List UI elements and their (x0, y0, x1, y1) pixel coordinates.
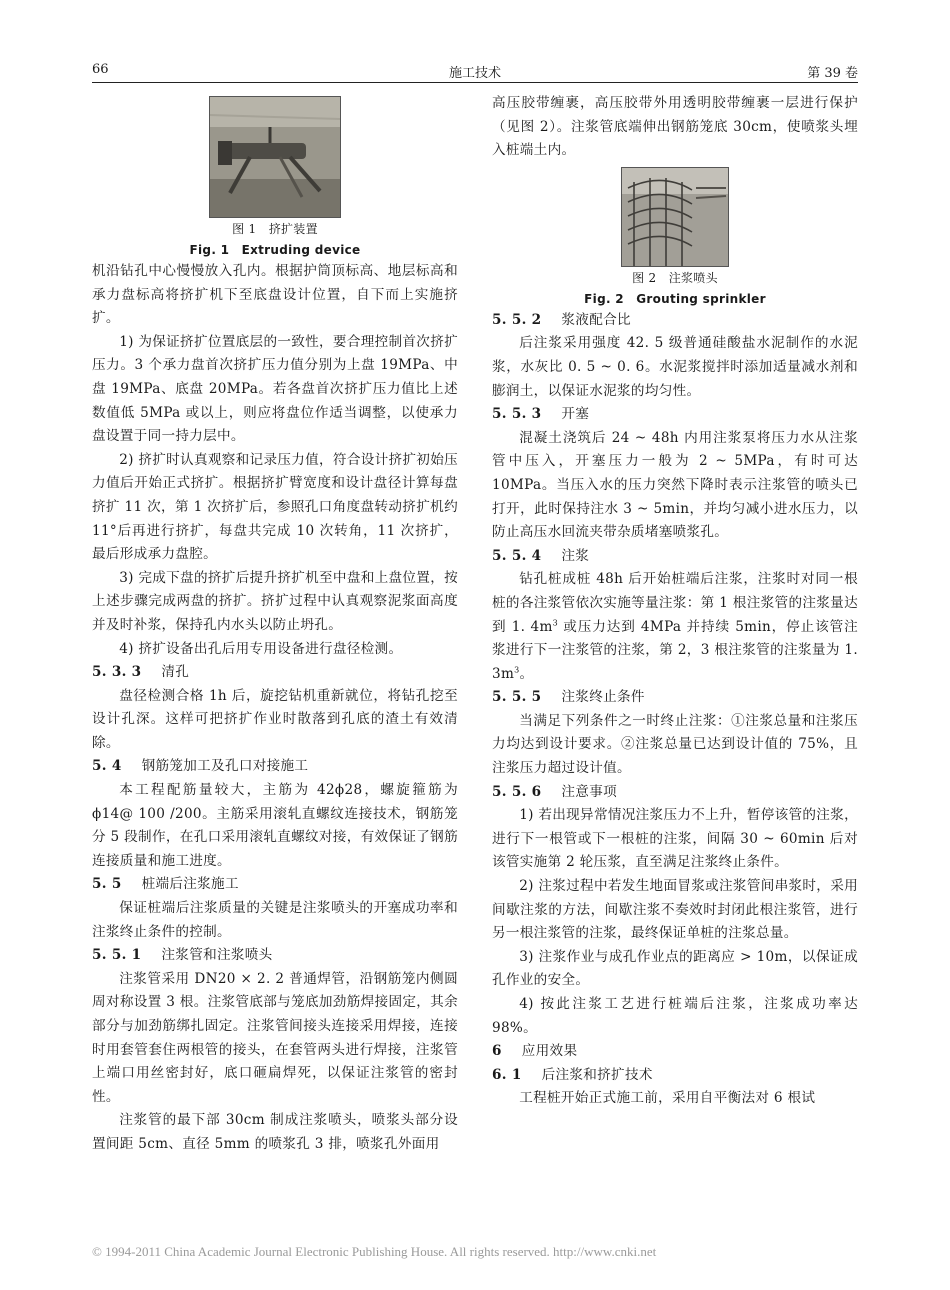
section-heading-5-5-1: 5. 5. 1 注浆管和注浆喷头 (92, 947, 273, 964)
figure-2-caption: 图 2 注浆喷头 (632, 270, 718, 285)
header-rule (92, 82, 858, 83)
body-paragraph: 3) 完成下盘的挤扩后提升挤扩机至中盘和上盘位置，按上述步骤完成两盘的挤扩。挤扩过程中认真观察泥浆面高度并及时补浆，保持孔内水头以防止坍孔。 (92, 569, 458, 633)
extruding-device-image (210, 97, 340, 217)
section-heading-5-5-6: 5. 5. 6 注意事项 (492, 783, 617, 800)
section-heading-5-5: 5. 5 桩端后注浆施工 (92, 876, 239, 893)
body-paragraph: 4) 挤扩设备出孔后用专用设备进行盘径检测。 (119, 640, 403, 657)
body-paragraph: 后注浆采用强度 42. 5 级普通硅酸盐水泥制作的水泥浆，水灰比 0. 5 ~ 0. 6。水泥浆搅拌时添加适量减水剂和膨润土，以保证水泥浆的均匀性。 (492, 335, 858, 399)
body-paragraph: 注浆管的最下部 30cm 制成注浆喷头，喷浆头部分设置间距 5cm、直径 5mm 的喷浆孔 3 排，喷浆孔外面用 (92, 1112, 458, 1152)
page-number: 66 (92, 62, 109, 77)
body-paragraph: 2) 挤扩时认真观察和记录压力值，符合设计挤扩初始压力值后开始正式挤扩。根据挤扩臂宽度和设计盘径计算每盘挤扩 11 次，第 1 次挤扩后，参照孔口角度盘转动挤扩机约 11°后再进行挤扩，每盘共完成 10 次转角，11 次挤扩，最后形成承力盘腔。 (92, 451, 458, 563)
body-paragraph: 钻孔桩成桩 48h 后开始桩端后注浆，注浆时对同一根桩的各注浆管依次实施等量注浆：第 1 根注浆管的注浆量达到 1. $4m^3$ 或压力达到 4MPa 并持续 5min，停止该管注浆进行下一注浆管的注浆，第 2，3 根注浆管的注浆量为 1. $3m^3$。 (492, 571, 858, 682)
right-column (492, 92, 858, 1111)
body-paragraph: 机沿钻孔中心慢慢放入孔内。根据护筒顶标高、地层标高和承力盘标高将挤扩机下至底盘设计位置，自下而上实施挤扩。 (92, 263, 458, 327)
section-heading-5-5-3: 5. 5. 3 开塞 (492, 406, 590, 423)
section-heading-6: 6 应用效果 (492, 1043, 578, 1060)
body-paragraph: 4) 按此注浆工艺进行桩端后注浆，注浆成功率达 98%。 (492, 996, 858, 1036)
figure-1-caption: 图 1 挤扩装置 (232, 222, 318, 236)
figure-1-photo (209, 96, 341, 218)
body-paragraph: 3) 注浆作业与成孔作业点的距离应 > 10m，以保证成孔作业的安全。 (492, 948, 858, 989)
section-heading-5-4: 5. 4 钢筋笼加工及孔口对接施工 (92, 758, 309, 775)
body-paragraph: 当满足下列条件之一时终止注浆：①注浆总量和注浆压力均达到设计要求。②注浆总量已达到设计值的 75%，且注浆压力超过设计值。 (492, 712, 858, 777)
figure-1-caption-en: Fig. 1 Extruding device (189, 243, 361, 257)
grouting-sprinkler-image (622, 168, 728, 266)
copyright-footer: © 1994-2011 China Academic Journal Electronic Publishing House. All rights reserved. http://www.cnki.net (92, 1244, 657, 1259)
body-paragraph: 保证桩端后注浆质量的关键是注浆喷头的开塞成功率和注浆终止条件的控制。 (92, 900, 458, 940)
body-paragraph: 注浆管采用 DN20 × 2. 2 普通焊管，沿钢筋笼内侧圆周对称设置 3 根。注浆管底部与笼底加劲筋焊接固定，其余部分与加劲筋绑扎固定。注浆管间接头连接采用焊接，连接时用套管套住两根管的接头，在套管两头进行焊接，注浆管上端口用丝密封好，底口砸扁焊死，以保证注浆管的密封性。 (92, 970, 458, 1105)
section-heading-5-5-2: 5. 5. 2 浆液配合比 (492, 311, 631, 328)
body-paragraph: 1) 为保证挤扩位置底层的一致性，要合理控制首次挤扩压力。3 个承力盘首次挤扩压力值分别为上盘 19MPa、中盘 19MPa、底盘 20MPa。若各盘首次挤扩压力值比上述数值低 5MPa 或以上，则应将盘位作适当调整，以使承力盘设置于同一持力层中。 (92, 333, 458, 445)
section-heading-5-3-3: 5. 3. 3 清孔 (92, 664, 190, 681)
section-heading-5-5-5: 5. 5. 5 注浆终止条件 (492, 689, 645, 706)
body-paragraph: 混凝土浇筑后 24 ~ 48h 内用注浆泵将压力水从注浆管中压入，开塞压力一般为 2 ~ 5MPa，有时可达 10MPa。当压入水的压力突然下降时表示注浆管的喷头已打开，此时保持注水 3 ~ 5min，并均匀减小进水压力，以防止高压水回流夹带杂质堵塞喷浆孔。 (492, 429, 858, 541)
body-paragraph: 盘径检测合格 1h 后，旋挖钻机重新就位，将钻孔挖至设计孔深。这样可把挤扩作业时散落到孔底的渣土有效清除。 (92, 687, 458, 751)
journal-name: 施工技术 (448, 66, 501, 81)
figure-2-photo (621, 167, 729, 267)
body-paragraph: 本工程配筋量较大，主筋为 42ϕ28，螺旋箍筋为 ϕ14@ 100 /200。主筋采用滚轧直螺纹连接技术，钢筋笼分 5 段制作，在孔口采用滚轧直螺纹对接，有效保证了钢筋连接质量和施工进度。 (92, 782, 458, 869)
body-paragraph: 高压胶带缠裹，高压胶带外用透明胶带缠裹一层进行保护（见图 2）。注浆管底端伸出钢筋笼底 30cm，使喷浆头埋入桩端土内。 (492, 95, 858, 159)
body-paragraph: 1) 若出现异常情况注浆压力不上升，暂停该管的注浆，进行下一根管或下一根桩的注浆，间隔 30 ~ 60min 后对该管实施第 2 轮压浆，直至满足注浆终止条件。 (492, 807, 858, 871)
body-paragraph: 工程桩开始正式施工前，采用自平衡法对 6 根试 (519, 1090, 816, 1107)
volume-label: 第 39 卷 (807, 66, 858, 81)
left-column (92, 92, 458, 1157)
section-heading-5-5-4: 5. 5. 4 注浆 (492, 547, 590, 564)
figure-2-caption-en: Fig. 2 Grouting sprinkler (584, 291, 766, 306)
section-heading-6-1: 6. 1 后注浆和挤扩技术 (492, 1066, 653, 1083)
body-paragraph: 2) 注浆过程中若发生地面冒浆或注浆管间串浆时，采用间歇注浆的方法，间歇注浆不奏效时封闭此根注浆管，进行另一根注浆管的注浆，最终保证单桩的注浆总量。 (492, 878, 858, 942)
